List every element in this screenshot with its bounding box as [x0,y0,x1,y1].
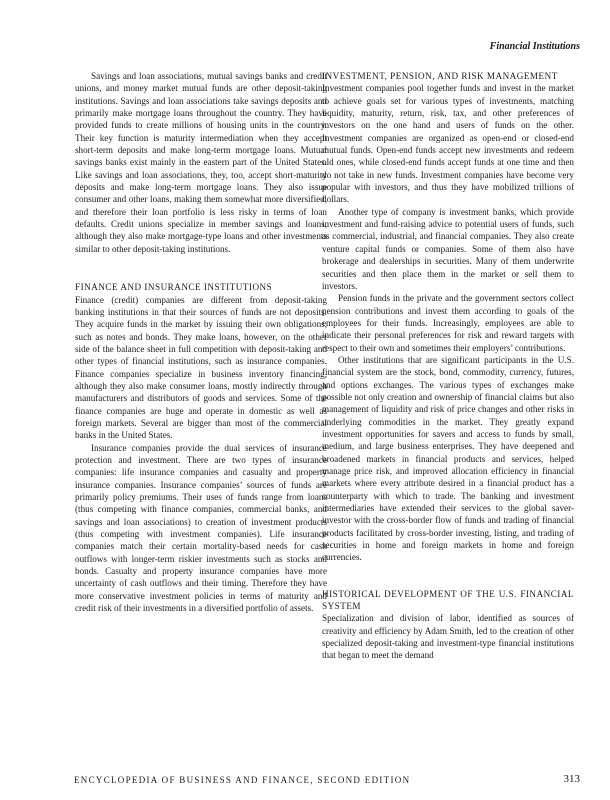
exchanges-paragraph: Other institutions that are significant participants in the U.S. financial system are the stock, bond, commodity, currency, futures, and options exchanges. The various types of exchanges make possible not only creation and ownership of financial claims but also management of liquidity and risk of price changes and other risks in underlying commodities in the market. They greatly expand investment opportunities for savers and access to funds by small, medium, and large business enterprises. They have deepened and broadened markets in financial products and services, helped manage price risk, and improved allocation efficiency in financial markets where every attribute desired in a financial product has a counterparty with which to trade. The banking and investment intermediaries have extended their services to the global saver-investor with the cross-border flow of funds and trading of financial products facilitated by cross-border investing, listing, and trading of securities in home and foreign markets in home and foreign currencies. [322,354,574,563]
finance-paragraph: Finance (credit) companies are different from deposit-taking banking institutions in that their sources of funds are not deposits. They acquire funds in the market by issuing their own obligations, such as notes and bonds. They make loans, however, on the other side of the balance sheet in full competition with deposit-taking and other types of financial institutions, such as insurance companies. Finance companies specialize in business inventory financing, although they also make consumer loans, mostly indirectly through manufacturers and distributors of goods and services. Some of the finance companies are huge and operate in domestic as well as foreign markets. Several are bigger than most of the commercial banks in the United States. [75,294,327,441]
right-column [322,70,574,662]
investment-banks-paragraph: Another type of company is investment banks, which provide investment and fund-raising advice to potential users of funds, such as commercial, industrial, and financial companies. They also create venture capital funds or companies. Some of them also have brokerage and dealerships in securities. Many of them underwrite securities and then place them in the market or sell them to investors. [322,206,574,291]
left-column [75,70,327,614]
page-number: 313 [563,773,580,785]
insurance-paragraph: Insurance companies provide the dual services of insurance protection and investment. There are two types of insurance companies: life insurance companies and casualty and property insurance companies. Insurance companies’ sources of funds are primarily policy premiums. Their uses of funds range from loans (thus competing with finance companies, commercial banks, and savings and loan associations) to creation of investment products (thus competing with investment companies). Life insurance companies match their certain mortality-based needs for cash outflows with longer-term riskier investments such as stocks and bonds. Casualty and property insurance companies have more uncertainty of cash outflows and their timing. Therefore they have more conservative investment policies in terms of maturity and credit risk of their investments in a diversified portfolio of assets. [75,442,327,614]
finance-heading: FINANCE AND INSURANCE INSTITUTIONS [75,282,273,293]
savings-paragraph: Savings and loan associations, mutual savings banks and credit unions, and money market mutual funds are other deposit-taking institutions. Savings and loan associations take savings deposits and primarily make mortgage loans throughout the country. They have provided funds to create millions of housing units in the country. Their key function is maturity intermediation when they accept short-term deposits and make long-term mortgage loans. Mutual savings banks exist mainly in the eastern part of the United States. Like savings and loan associations, they, too, accept short-maturity deposits and make long-term mortgage loans. They also issue consumer and other loans, making them somewhat more diversified, and therefore their loan portfolio is less risky in terms of loan defaults. Credit unions specialize in member savings and loans, although they also make mortgage-type loans and other investments similar to other deposit-taking institutions. [75,71,327,254]
page-footer [74,775,580,785]
history-heading: HISTORICAL DEVELOPMENT OF THE U.S. FINANCIAL SYSTEM [322,588,574,612]
publication-title: ENCYCLOPEDIA OF BUSINESS AND FINANCE, SECOND EDITION [74,775,411,785]
investment-paragraph: Investment companies pool together funds and invest in the market to achieve goals set for various types of investments, matching liquidity, maturity, return, risk, tax, and other preferences of investors on the one hand and users of funds on the other. Investment companies are organized as open-end or closed-end mutual funds. Open-end funds accept new investments and redeem old ones, while closed-end funds accept funds at one time and then do not take in new funds. Investment companies have become very popular with investors, and thus they have mobilized trillions of dollars. [322,83,574,205]
history-paragraph: Specialization and division of labor, identified as sources of creativity and efficiency by Adam Smith, led to the creation of other specialized deposit-taking and investment-type financial institutions that began to meet the demand [322,613,574,661]
investment-heading: INVESTMENT, PENSION, AND RISK MANAGEMENT [322,71,558,81]
pension-paragraph: Pension funds in the private and the government sectors collect pension contributions and invest them according to goals of the employees for their funds. Increasingly, employees are able to indicate their personal preferences for risk and reward targets with respect to their own and sometimes their employers’ contributions. [322,293,574,353]
running-head: Financial Institutions [489,41,580,52]
